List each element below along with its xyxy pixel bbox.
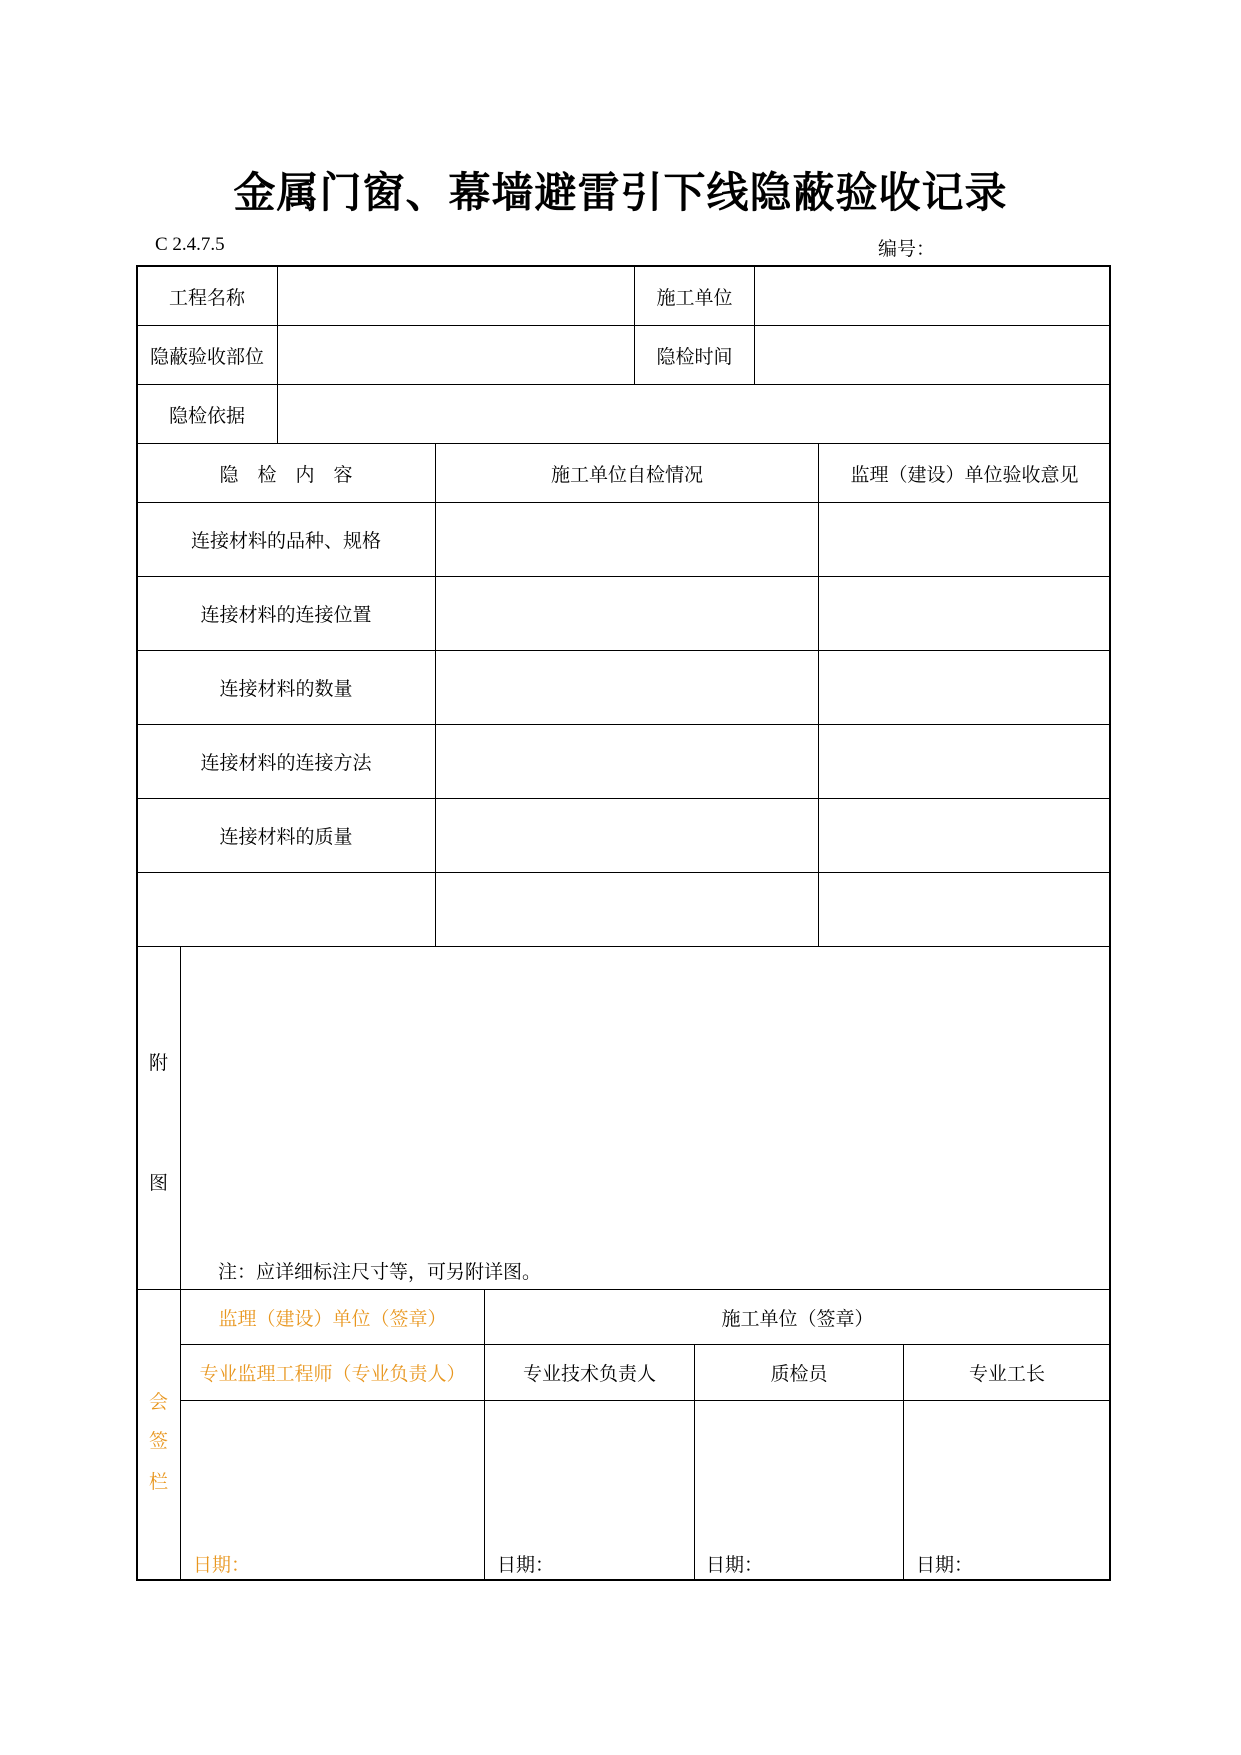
date-label: 日期：	[193, 1554, 251, 1576]
date-label: 日期：	[706, 1554, 764, 1576]
qc-inspector-label: 质检员	[770, 1363, 828, 1385]
inspection-item-label: 连接材料的连接位置	[200, 604, 372, 626]
attachment-drawing-area[interactable]	[181, 947, 1110, 1247]
inspection-item-label: 连接材料的品种、规格	[190, 530, 381, 552]
attachment-note: 注：应详细标注尺寸等，可另附详图。	[218, 1261, 542, 1283]
inspection-area-label: 隐蔽验收部位	[149, 345, 264, 368]
foreman-label: 专业工长	[968, 1363, 1045, 1385]
supervisor-engineer-label: 专业监理工程师（专业负责人）	[199, 1363, 466, 1385]
inspection-item-label: 连接材料的连接方法	[200, 752, 372, 774]
form-code: C 2.4.7.5	[155, 234, 225, 255]
inspection-item-label: 连接材料的质量	[219, 826, 353, 848]
serial-number-label: 编号：	[878, 238, 936, 260]
content-column-header: 隐 检 内 容	[219, 463, 353, 486]
project-name-field[interactable]	[278, 267, 634, 325]
contractor-label: 施工单位	[656, 286, 733, 309]
inspection-area-field[interactable]	[278, 326, 634, 384]
inspection-item-label	[137, 873, 435, 946]
tech-lead-label: 专业技术负责人	[522, 1363, 656, 1385]
col-divider	[435, 443, 436, 946]
signoff-label: 签	[149, 1430, 169, 1452]
self-check-column-header: 施工单位自检情况	[550, 463, 703, 486]
project-name-label: 工程名称	[168, 286, 245, 309]
basis-field[interactable]	[278, 385, 1110, 443]
signoff-label: 会	[149, 1391, 169, 1413]
date-label: 日期：	[916, 1554, 974, 1576]
inspection-item-label: 连接材料的数量	[219, 678, 353, 700]
basis-label: 隐检依据	[168, 404, 245, 427]
contractor-unit-stamp: 施工单位（签章）	[721, 1307, 874, 1330]
supervisor-column-header: 监理（建设）单位验收意见	[850, 463, 1079, 486]
inspection-time-field[interactable]	[755, 326, 1110, 384]
attachment-label: 图	[149, 1172, 169, 1194]
supervisor-unit-stamp: 监理（建设）单位（签章）	[218, 1307, 447, 1330]
attachment-label: 附	[149, 1052, 169, 1074]
contractor-field[interactable]	[755, 267, 1110, 325]
signoff-label: 栏	[149, 1471, 169, 1493]
date-label: 日期：	[497, 1554, 555, 1576]
document-title: 金属门窗、幕墙避雷引下线隐蔽验收记录	[233, 168, 1008, 217]
row-divider	[180, 1400, 1110, 1401]
inspection-time-label: 隐检时间	[656, 345, 733, 368]
col-divider	[818, 443, 819, 946]
